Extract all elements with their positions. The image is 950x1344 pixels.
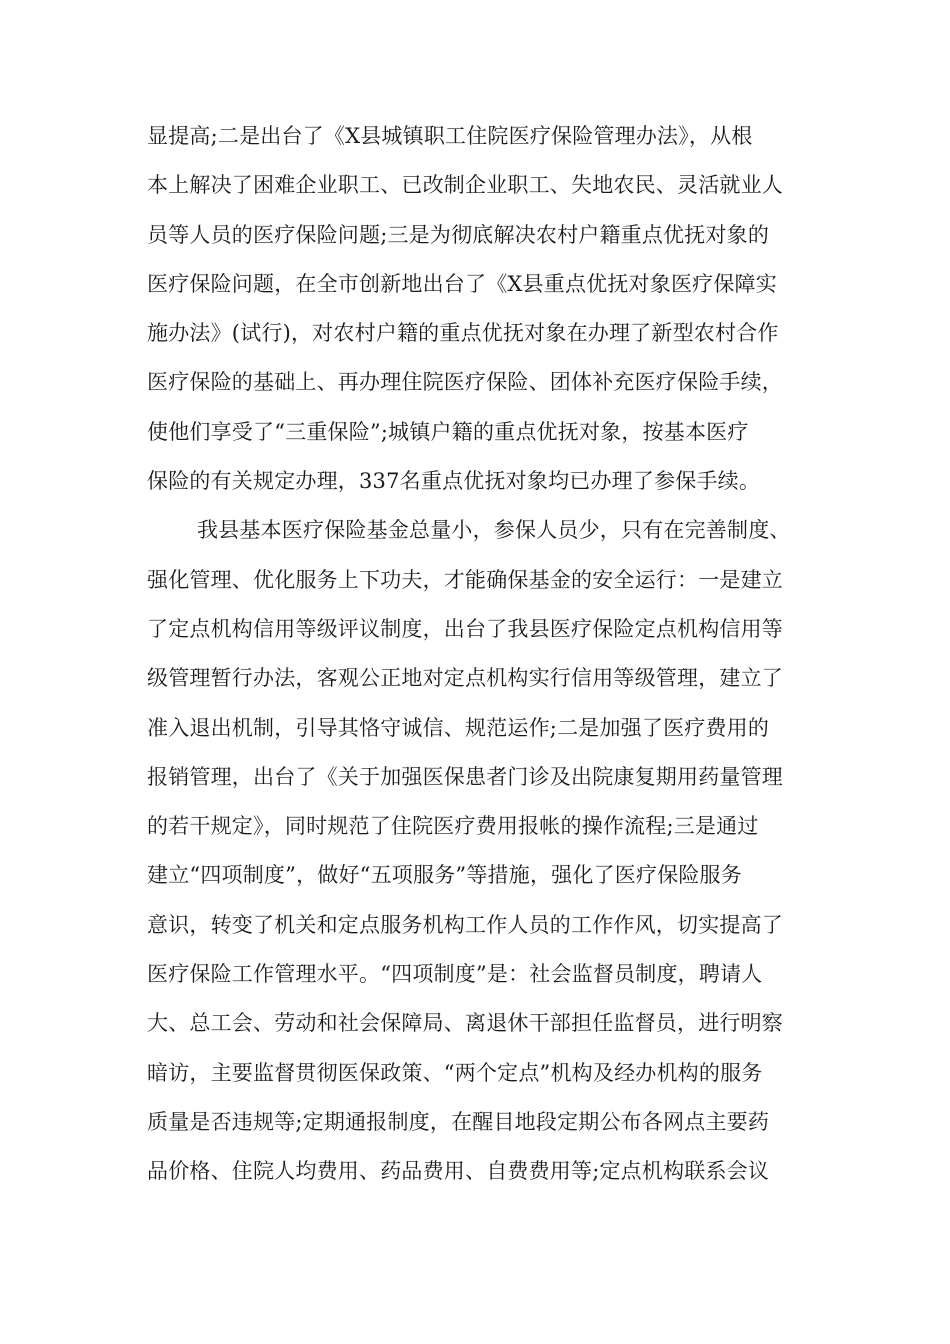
text-line: 强化管理、优化服务上下功夫，才能确保基金的安全运行：一是建立 (147, 567, 783, 592)
text-line: 医疗保险工作管理水平。“四项制度”是：社会监督员制度，聘请人 (147, 962, 763, 987)
text-line: 施办法》(试行)，对农村户籍的重点优抚对象在办理了新型农村合作 (147, 321, 779, 346)
text-line: 医疗保险的基础上、再办理住院医疗保险、团体补充医疗保险手续， (147, 370, 783, 395)
text-line: 使他们享受了“三重保险”;城镇户籍的重点优抚对象，按基本医疗 (147, 419, 749, 444)
text-line: 显提高;二是出台了《X县城镇职工住院医疗保险管理办法》，从根 (147, 124, 753, 148)
text-line: 保险的有关规定办理，337名重点优抚对象均已办理了参保手续。 (147, 469, 761, 494)
text-line: 员等人员的医疗保险问题;三是为彻底解决农村户籍重点优抚对象的 (147, 222, 770, 247)
text-line: 意识，转变了机关和定点服务机构工作人员的工作作风，切实提高了 (147, 912, 783, 937)
text-line: 品价格、住院人均费用、药品费用、自费费用等;定点机构联系会议 (147, 1159, 770, 1184)
text-line: 本上解决了困难企业职工、已改制企业职工、失地农民、灵活就业人 (147, 173, 783, 198)
text-line: 了定点机构信用等级评议制度，出台了我县医疗保险定点机构信用等 (147, 616, 783, 641)
text-line: 医疗保险问题，在全市创新地出台了《X县重点优抚对象医疗保障实 (147, 271, 777, 296)
text-line: 质量是否违规等;定期通报制度，在醒目地段定期公布各网点主要药 (147, 1109, 770, 1134)
text-line: 报销管理，出台了《关于加强医保患者门诊及出院康复期用药量管理 (147, 764, 783, 789)
text-line: 建立“四项制度”，做好“五项服务”等措施，强化了医疗保险服务 (147, 863, 742, 888)
text-line: 准入退出机制，引导其恪守诚信、规范运作;二是加强了医疗费用的 (147, 715, 770, 740)
text-line: 的若干规定》，同时规范了住院医疗费用报帐的操作流程;三是通过 (147, 814, 759, 839)
text-line: 暗访，主要监督贯彻医保政策、“两个定点”机构及经办机构的服务 (147, 1060, 763, 1085)
body-text (147, 112, 807, 1197)
text-line: 大、总工会、劳动和社会保障局、离退休干部担任监督员，进行明察 (147, 1011, 783, 1036)
paragraph-first-line: 我县基本医疗保险基金总量小，参保人员少，只有在完善制度、 (197, 518, 791, 543)
text-line: 级管理暂行办法，客观公正地对定点机构实行信用等级管理，建立了 (147, 666, 783, 691)
